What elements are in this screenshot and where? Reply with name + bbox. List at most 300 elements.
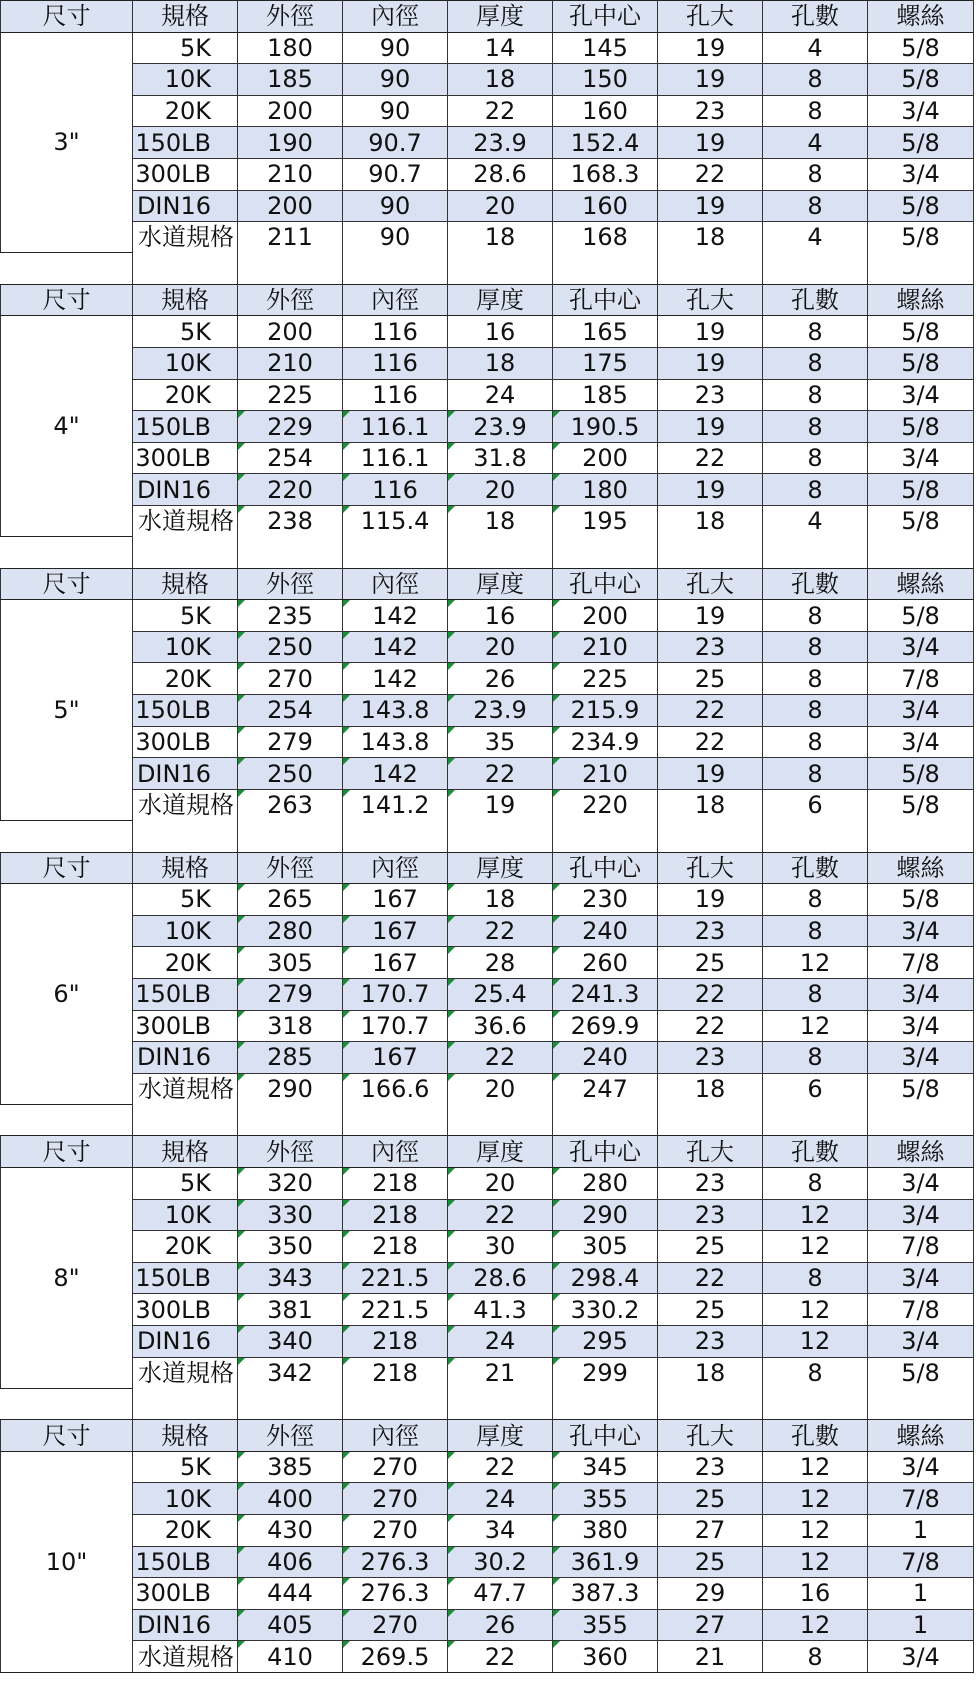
- outer-diameter-cell: 210: [238, 158, 343, 190]
- group-spacer: [1, 820, 974, 852]
- inner-diameter-cell: 166.6: [343, 1073, 448, 1104]
- table-row: [1, 758, 974, 790]
- pitch-circle-cell: 269.9: [553, 1010, 658, 1042]
- header-size: 尺寸: [1, 1, 133, 33]
- pitch-circle-cell: 240: [553, 915, 658, 947]
- header-size: 尺寸: [1, 1420, 133, 1452]
- inner-diameter-cell: 116: [343, 316, 448, 348]
- inner-diameter-cell: 221.5: [343, 1262, 448, 1294]
- inner-diameter-cell: 143.8: [343, 726, 448, 758]
- pitch-circle-cell: 295: [553, 1325, 658, 1357]
- header-outer-diameter: 外徑: [238, 284, 343, 316]
- header-thickness: 厚度: [448, 1, 553, 33]
- spacer-cell: [448, 537, 553, 569]
- hole-count-cell: 4: [763, 222, 868, 253]
- thickness-cell: 28.6: [448, 158, 553, 190]
- spacer-cell: [763, 1104, 868, 1136]
- spacer-cell: [553, 537, 658, 569]
- spec-cell: 5K: [133, 32, 238, 64]
- inner-diameter-cell: 90: [343, 64, 448, 96]
- hole-size-cell: 18: [658, 506, 763, 537]
- spacer-cell: [1, 537, 133, 569]
- outer-diameter-cell: 381: [238, 1294, 343, 1326]
- hole-size-cell: 27: [658, 1609, 763, 1641]
- inner-diameter-cell: 142: [343, 663, 448, 695]
- hole-size-cell: 19: [658, 884, 763, 916]
- bolt-size-cell: 5/8: [868, 348, 974, 380]
- pitch-circle-cell: 360: [553, 1641, 658, 1673]
- spacer-cell: [448, 253, 553, 285]
- hole-count-cell: 8: [763, 1262, 868, 1294]
- header-pitch-circle: 孔中心: [553, 1136, 658, 1168]
- table-row: [1, 442, 974, 474]
- spacer-cell: [448, 1388, 553, 1420]
- thickness-cell: 22: [448, 1042, 553, 1074]
- bolt-size-cell: 3/4: [868, 1010, 974, 1042]
- hole-size-cell: 23: [658, 379, 763, 411]
- hole-size-cell: 19: [658, 190, 763, 222]
- header-outer-diameter: 外徑: [238, 1136, 343, 1168]
- header-thickness: 厚度: [448, 568, 553, 600]
- hole-count-cell: 4: [763, 32, 868, 64]
- pitch-circle-cell: 361.9: [553, 1546, 658, 1578]
- inner-diameter-cell: 90: [343, 95, 448, 127]
- spacer-cell: [868, 1388, 974, 1420]
- outer-diameter-cell: 285: [238, 1042, 343, 1074]
- outer-diameter-cell: 254: [238, 695, 343, 727]
- spec-cell: 150LB: [133, 127, 238, 159]
- hole-size-cell: 23: [658, 95, 763, 127]
- spec-cell: DIN16: [133, 758, 238, 790]
- bolt-size-cell: 5/8: [868, 600, 974, 632]
- group-spacer: [1, 253, 974, 285]
- bolt-size-cell: 5/8: [868, 411, 974, 443]
- spec-cell: 水道規格: [133, 789, 238, 820]
- outer-diameter-cell: 225: [238, 379, 343, 411]
- bolt-size-cell: 3/4: [868, 158, 974, 190]
- thickness-cell: 22: [448, 95, 553, 127]
- table-row: [1, 695, 974, 727]
- hole-size-cell: 27: [658, 1515, 763, 1547]
- pitch-circle-cell: 175: [553, 348, 658, 380]
- hole-count-cell: 4: [763, 506, 868, 537]
- spacer-cell: [238, 1104, 343, 1136]
- inner-diameter-cell: 90: [343, 190, 448, 222]
- header-spec: 規格: [133, 284, 238, 316]
- hole-size-cell: 18: [658, 1357, 763, 1388]
- pitch-circle-cell: 298.4: [553, 1262, 658, 1294]
- bolt-size-cell: 5/8: [868, 64, 974, 96]
- pitch-circle-cell: 190.5: [553, 411, 658, 443]
- pitch-circle-cell: 168.3: [553, 158, 658, 190]
- pitch-circle-cell: 299: [553, 1357, 658, 1388]
- spec-cell: 20K: [133, 95, 238, 127]
- header-spec: 規格: [133, 1420, 238, 1452]
- spacer-cell: [763, 820, 868, 852]
- spacer-cell: [133, 1104, 238, 1136]
- spacer-cell: [343, 1388, 448, 1420]
- hole-count-cell: 8: [763, 663, 868, 695]
- thickness-cell: 20: [448, 474, 553, 506]
- hole-count-cell: 8: [763, 695, 868, 727]
- outer-diameter-cell: 200: [238, 95, 343, 127]
- hole-count-cell: 8: [763, 915, 868, 947]
- outer-diameter-cell: 290: [238, 1073, 343, 1104]
- hole-count-cell: 8: [763, 600, 868, 632]
- pitch-circle-cell: 145: [553, 32, 658, 64]
- hole-count-cell: 6: [763, 789, 868, 820]
- spec-cell: 5K: [133, 1451, 238, 1483]
- bolt-size-cell: 3/4: [868, 631, 974, 663]
- inner-diameter-cell: 142: [343, 600, 448, 632]
- hole-size-cell: 19: [658, 474, 763, 506]
- outer-diameter-cell: 279: [238, 726, 343, 758]
- hole-count-cell: 12: [763, 947, 868, 979]
- spacer-cell: [343, 1104, 448, 1136]
- bolt-size-cell: 3/4: [868, 379, 974, 411]
- table-row: [1, 1262, 974, 1294]
- header-bolt-size: 螺絲: [868, 1, 974, 33]
- spacer-cell: [343, 820, 448, 852]
- table-row: [1, 947, 974, 979]
- thickness-cell: 23.9: [448, 127, 553, 159]
- table-row: [1, 1294, 974, 1326]
- group-spacer: [1, 537, 974, 569]
- outer-diameter-cell: 350: [238, 1231, 343, 1263]
- table-row: [1, 884, 974, 916]
- table-row: [1, 978, 974, 1010]
- table-row: [1, 631, 974, 663]
- header-bolt-size: 螺絲: [868, 284, 974, 316]
- table-row: [1, 915, 974, 947]
- size-cell: 4": [1, 316, 133, 537]
- pitch-circle-cell: 180: [553, 474, 658, 506]
- spec-cell: 10K: [133, 64, 238, 96]
- bolt-size-cell: 7/8: [868, 947, 974, 979]
- outer-diameter-cell: 385: [238, 1451, 343, 1483]
- pitch-circle-cell: 200: [553, 442, 658, 474]
- thickness-cell: 20: [448, 631, 553, 663]
- table-row: [1, 1073, 974, 1104]
- outer-diameter-cell: 200: [238, 190, 343, 222]
- thickness-cell: 18: [448, 348, 553, 380]
- pitch-circle-cell: 380: [553, 1515, 658, 1547]
- pitch-circle-cell: 355: [553, 1483, 658, 1515]
- spec-cell: 水道規格: [133, 1357, 238, 1388]
- thickness-cell: 18: [448, 506, 553, 537]
- header-spec: 規格: [133, 568, 238, 600]
- bolt-size-cell: 5/8: [868, 506, 974, 537]
- hole-size-cell: 29: [658, 1578, 763, 1610]
- thickness-cell: 18: [448, 64, 553, 96]
- spec-cell: DIN16: [133, 1042, 238, 1074]
- pitch-circle-cell: 200: [553, 600, 658, 632]
- hole-count-cell: 8: [763, 442, 868, 474]
- pitch-circle-cell: 355: [553, 1609, 658, 1641]
- bolt-size-cell: 3/4: [868, 1262, 974, 1294]
- hole-count-cell: 8: [763, 1167, 868, 1199]
- header-outer-diameter: 外徑: [238, 852, 343, 884]
- pitch-circle-cell: 280: [553, 1167, 658, 1199]
- pitch-circle-cell: 165: [553, 316, 658, 348]
- table-row: [1, 1167, 974, 1199]
- thickness-cell: 22: [448, 915, 553, 947]
- spacer-cell: [133, 820, 238, 852]
- spec-cell: 150LB: [133, 695, 238, 727]
- header-bolt-size: 螺絲: [868, 568, 974, 600]
- hole-size-cell: 19: [658, 348, 763, 380]
- spacer-cell: [658, 1104, 763, 1136]
- inner-diameter-cell: 167: [343, 1042, 448, 1074]
- header-outer-diameter: 外徑: [238, 568, 343, 600]
- bolt-size-cell: 3/4: [868, 1042, 974, 1074]
- thickness-cell: 19: [448, 789, 553, 820]
- outer-diameter-cell: 238: [238, 506, 343, 537]
- outer-diameter-cell: 254: [238, 442, 343, 474]
- spec-cell: 水道規格: [133, 506, 238, 537]
- header-bolt-size: 螺絲: [868, 852, 974, 884]
- hole-count-cell: 12: [763, 1294, 868, 1326]
- table-row: [1, 474, 974, 506]
- header-thickness: 厚度: [448, 1420, 553, 1452]
- inner-diameter-cell: 142: [343, 631, 448, 663]
- table-row: [1, 1042, 974, 1074]
- table-row: [1, 726, 974, 758]
- table-row: [1, 1578, 974, 1610]
- header-hole-count: 孔數: [763, 1136, 868, 1168]
- header-inner-diameter: 內徑: [343, 852, 448, 884]
- inner-diameter-cell: 270: [343, 1483, 448, 1515]
- hole-count-cell: 12: [763, 1609, 868, 1641]
- inner-diameter-cell: 142: [343, 758, 448, 790]
- thickness-cell: 21: [448, 1357, 553, 1388]
- header-hole-count: 孔數: [763, 1420, 868, 1452]
- spacer-cell: [238, 820, 343, 852]
- hole-count-cell: 8: [763, 1042, 868, 1074]
- hole-size-cell: 23: [658, 1451, 763, 1483]
- hole-count-cell: 8: [763, 158, 868, 190]
- hole-size-cell: 19: [658, 64, 763, 96]
- outer-diameter-cell: 270: [238, 663, 343, 695]
- hole-size-cell: 25: [658, 1294, 763, 1326]
- table-row: [1, 158, 974, 190]
- bolt-size-cell: 3/4: [868, 1199, 974, 1231]
- bolt-size-cell: 7/8: [868, 1294, 974, 1326]
- bolt-size-cell: 3/4: [868, 1641, 974, 1673]
- spec-cell: 300LB: [133, 1294, 238, 1326]
- thickness-cell: 30: [448, 1231, 553, 1263]
- spacer-cell: [658, 537, 763, 569]
- outer-diameter-cell: 340: [238, 1325, 343, 1357]
- table-header-row: [1, 1136, 974, 1168]
- table-row: [1, 789, 974, 820]
- thickness-cell: 41.3: [448, 1294, 553, 1326]
- hole-size-cell: 23: [658, 1199, 763, 1231]
- inner-diameter-cell: 221.5: [343, 1294, 448, 1326]
- bolt-size-cell: 3/4: [868, 695, 974, 727]
- hole-count-cell: 4: [763, 127, 868, 159]
- outer-diameter-cell: 279: [238, 978, 343, 1010]
- hole-size-cell: 23: [658, 915, 763, 947]
- pitch-circle-cell: 247: [553, 1073, 658, 1104]
- hole-count-cell: 8: [763, 95, 868, 127]
- spec-cell: 水道規格: [133, 222, 238, 253]
- spec-cell: 10K: [133, 631, 238, 663]
- inner-diameter-cell: 269.5: [343, 1641, 448, 1673]
- thickness-cell: 36.6: [448, 1010, 553, 1042]
- hole-size-cell: 22: [658, 726, 763, 758]
- table-row: [1, 222, 974, 253]
- outer-diameter-cell: 250: [238, 758, 343, 790]
- bolt-size-cell: 3/4: [868, 1167, 974, 1199]
- hole-count-cell: 8: [763, 978, 868, 1010]
- header-size: 尺寸: [1, 284, 133, 316]
- header-bolt-size: 螺絲: [868, 1136, 974, 1168]
- pitch-circle-cell: 150: [553, 64, 658, 96]
- table-header-row: [1, 284, 974, 316]
- inner-diameter-cell: 167: [343, 884, 448, 916]
- outer-diameter-cell: 343: [238, 1262, 343, 1294]
- pitch-circle-cell: 160: [553, 95, 658, 127]
- header-hole-count: 孔數: [763, 568, 868, 600]
- header-pitch-circle: 孔中心: [553, 852, 658, 884]
- spacer-cell: [343, 537, 448, 569]
- size-cell: 10": [1, 1451, 133, 1672]
- header-hole-size: 孔大: [658, 1420, 763, 1452]
- inner-diameter-cell: 167: [343, 947, 448, 979]
- hole-count-cell: 8: [763, 758, 868, 790]
- header-hole-size: 孔大: [658, 852, 763, 884]
- hole-count-cell: 8: [763, 884, 868, 916]
- spec-cell: 150LB: [133, 1262, 238, 1294]
- pitch-circle-cell: 210: [553, 631, 658, 663]
- hole-count-cell: 12: [763, 1010, 868, 1042]
- spacer-cell: [448, 1104, 553, 1136]
- spec-cell: 10K: [133, 1199, 238, 1231]
- spec-cell: 20K: [133, 1515, 238, 1547]
- spec-cell: 300LB: [133, 158, 238, 190]
- header-size: 尺寸: [1, 1136, 133, 1168]
- size-cell: 8": [1, 1167, 133, 1388]
- spec-cell: DIN16: [133, 474, 238, 506]
- header-pitch-circle: 孔中心: [553, 284, 658, 316]
- header-hole-size: 孔大: [658, 568, 763, 600]
- inner-diameter-cell: 90.7: [343, 127, 448, 159]
- thickness-cell: 24: [448, 1325, 553, 1357]
- hole-size-cell: 18: [658, 1073, 763, 1104]
- hole-count-cell: 8: [763, 348, 868, 380]
- pitch-circle-cell: 160: [553, 190, 658, 222]
- table-row: [1, 316, 974, 348]
- hole-size-cell: 23: [658, 1167, 763, 1199]
- header-inner-diameter: 內徑: [343, 284, 448, 316]
- hole-size-cell: 22: [658, 1010, 763, 1042]
- thickness-cell: 26: [448, 1609, 553, 1641]
- hole-count-cell: 8: [763, 1357, 868, 1388]
- spacer-cell: [133, 537, 238, 569]
- inner-diameter-cell: 218: [343, 1231, 448, 1263]
- inner-diameter-cell: 218: [343, 1357, 448, 1388]
- bolt-size-cell: 7/8: [868, 1546, 974, 1578]
- inner-diameter-cell: 115.4: [343, 506, 448, 537]
- spacer-cell: [658, 820, 763, 852]
- pitch-circle-cell: 230: [553, 884, 658, 916]
- bolt-size-cell: 1: [868, 1515, 974, 1547]
- spec-cell: 5K: [133, 884, 238, 916]
- table-row: [1, 1546, 974, 1578]
- header-outer-diameter: 外徑: [238, 1, 343, 33]
- inner-diameter-cell: 141.2: [343, 789, 448, 820]
- hole-count-cell: 12: [763, 1325, 868, 1357]
- spec-cell: 水道規格: [133, 1641, 238, 1673]
- inner-diameter-cell: 167: [343, 915, 448, 947]
- spacer-cell: [868, 1104, 974, 1136]
- spec-cell: 300LB: [133, 726, 238, 758]
- header-bolt-size: 螺絲: [868, 1420, 974, 1452]
- spec-cell: 20K: [133, 1231, 238, 1263]
- hole-count-cell: 8: [763, 190, 868, 222]
- header-inner-diameter: 內徑: [343, 1420, 448, 1452]
- outer-diameter-cell: 235: [238, 600, 343, 632]
- hole-size-cell: 25: [658, 1483, 763, 1515]
- table-row: [1, 190, 974, 222]
- table-row: [1, 1199, 974, 1231]
- inner-diameter-cell: 276.3: [343, 1546, 448, 1578]
- hole-size-cell: 18: [658, 222, 763, 253]
- hole-count-cell: 8: [763, 1641, 868, 1673]
- header-hole-count: 孔數: [763, 284, 868, 316]
- bolt-size-cell: 5/8: [868, 1073, 974, 1104]
- pitch-circle-cell: 290: [553, 1199, 658, 1231]
- hole-count-cell: 8: [763, 316, 868, 348]
- bolt-size-cell: 1: [868, 1578, 974, 1610]
- spec-cell: 水道規格: [133, 1073, 238, 1104]
- bolt-size-cell: 3/4: [868, 726, 974, 758]
- outer-diameter-cell: 185: [238, 64, 343, 96]
- thickness-cell: 28.6: [448, 1262, 553, 1294]
- spacer-cell: [238, 1388, 343, 1420]
- hole-size-cell: 25: [658, 1231, 763, 1263]
- hole-size-cell: 25: [658, 663, 763, 695]
- table-row: [1, 1010, 974, 1042]
- pitch-circle-cell: 168: [553, 222, 658, 253]
- table-row: [1, 64, 974, 96]
- table-row: [1, 1483, 974, 1515]
- outer-diameter-cell: 318: [238, 1010, 343, 1042]
- spec-cell: 300LB: [133, 442, 238, 474]
- table-row: [1, 1231, 974, 1263]
- spec-cell: 20K: [133, 947, 238, 979]
- table-row: [1, 1357, 974, 1388]
- header-pitch-circle: 孔中心: [553, 1420, 658, 1452]
- table-row: [1, 348, 974, 380]
- outer-diameter-cell: 220: [238, 474, 343, 506]
- inner-diameter-cell: 116: [343, 379, 448, 411]
- hole-size-cell: 19: [658, 127, 763, 159]
- hole-size-cell: 23: [658, 1325, 763, 1357]
- bolt-size-cell: 7/8: [868, 663, 974, 695]
- table-body: [1, 1, 974, 1673]
- inner-diameter-cell: 170.7: [343, 978, 448, 1010]
- table-row: [1, 411, 974, 443]
- spacer-cell: [658, 253, 763, 285]
- thickness-cell: 24: [448, 1483, 553, 1515]
- pitch-circle-cell: 225: [553, 663, 658, 695]
- hole-size-cell: 18: [658, 789, 763, 820]
- header-hole-count: 孔數: [763, 1, 868, 33]
- spec-cell: 20K: [133, 379, 238, 411]
- inner-diameter-cell: 143.8: [343, 695, 448, 727]
